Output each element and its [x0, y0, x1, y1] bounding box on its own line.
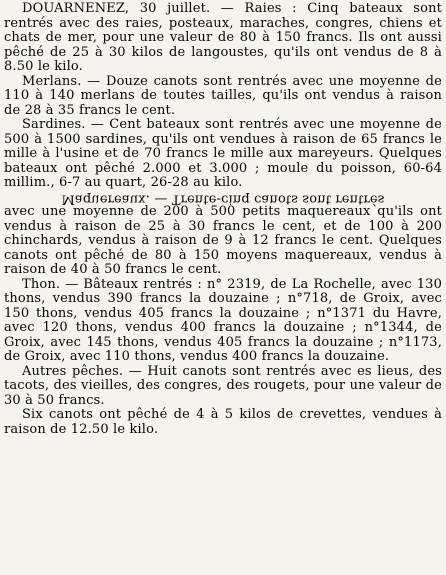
article-column	[4, 2, 442, 437]
paragraph-sardines: Sardines. — Cent bateaux sont rentrés avec une moyenne de 500 à 1500 sardines, qu'ils ont vendues à raison de 65 francs le mille à l'usine et de 70 francs le mille aux mareyeurs. Quelques bateaux ont pêché 2.000 et 3.000 ; moule du poisson, 60-64 millim., 6-7 au quart, 26-28 au kilo.	[4, 117, 442, 190]
paragraph-maquereaux-heading-inverted: Maquereaux. — Trente-cinq canots sont rentrés	[61, 191, 385, 206]
paragraph-douarnenez-raies: DOUARNENEZ, 30 juillet. — Raies : Cinq bateaux sont rentrés avec des raies, posteaux, maraches, congres, chiens et chats de mer, pour une valeur de 80 à 150 francs. Ils ont aussi pêché de 25 à 30 kilos de langoustes, qu'ils ont vendus de 8 à 8.50 le kilo.	[4, 1, 442, 74]
paragraph-autres-peches: Autres pêches. — Huit canots sont rentrés avec es lieus, des tacots, des vieilles, des congres, des rougets, pour une valeur de 30 à 50 francs.	[4, 363, 442, 408]
paragraph-merlans: Merlans. — Douze canots sont rentrés avec une moyenne de 110 à 140 merlans de toutes tailles, qu'ils ont vendus à raison de 28 à 35 francs le cent.	[4, 73, 442, 118]
paragraph-crevettes: Six canots ont pêché de 4 à 5 kilos de crevettes, vendues à raison de 12.50 le kilo.	[4, 407, 442, 437]
paragraph-maquereaux: avec une moyenne de 200 à 500 petits maquereaux qu'ils ont vendus à raison de 25 à 30 francs le cent, et de 100 à 200 chinchards, vendus à raison de 9 à 12 francs le cent. Quelques canots ont pêché de 80 à 150 moyens maquereaux, vendus à raison de 40 à 50 francs le cent.	[4, 204, 442, 277]
paragraph-thon: Thon. — Bâteaux rentrés : n° 2319, de La Rochelle, avec 130 thons, vendus 390 francs la douzaine ; n°718, de Groix, avec 150 thons, vendus 405 francs la douzaine ; n°1371 du Havre, avec 120 thons, vendus 400 francs la douzaine ; n°1344, de Groix, avec 145 thons, vendus 405 francs la douzaine ; n°1173, de Groix, avec 110 thons, vendus 400 francs la douzaine.	[4, 276, 442, 364]
